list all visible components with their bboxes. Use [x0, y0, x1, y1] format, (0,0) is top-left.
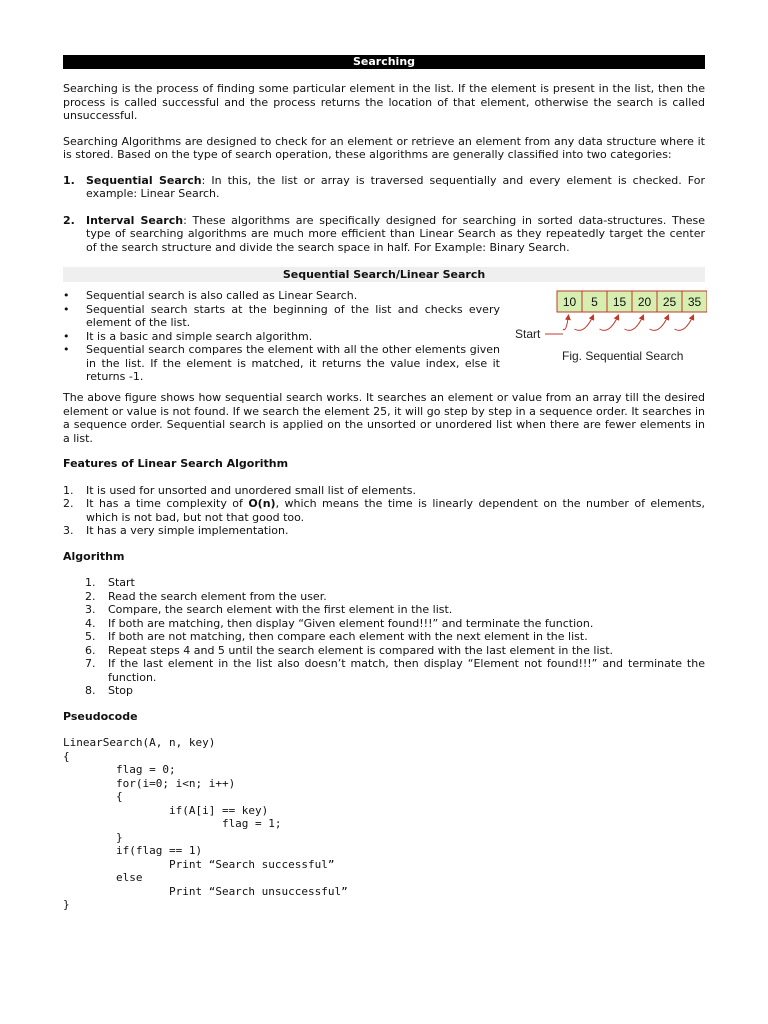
- intro-paragraph-1: Searching is the process of finding some particular element in the list. If the element is present in the list, then the process is called successful and the process returns the location of that element, otherwise the search is called unsuccessful.: [63, 82, 705, 122]
- feature-text: It has a time complexity of: [86, 497, 249, 510]
- bullet-item: • Sequential search starts at the beginning of the list and checks every element of the list.: [63, 303, 500, 330]
- category-term: Sequential Search: [86, 173, 202, 187]
- step-number: 8.: [85, 684, 96, 697]
- bullet-item: • It is a basic and simple search algorithm.: [63, 330, 500, 344]
- feature-number: 1.: [63, 483, 74, 497]
- step-text: Stop: [108, 684, 134, 697]
- figure-cell-value: 20: [637, 295, 652, 309]
- step-text: Compare, the search element with the first element in the list.: [108, 603, 453, 616]
- category-item-sequential: [63, 174, 705, 201]
- algorithm-step: [63, 630, 705, 644]
- feature-text-rest: , which means the time is linearly dependent on the number of elements, which is not bad, but not that good too.: [86, 497, 706, 524]
- step-number: 2.: [85, 589, 96, 603]
- step-number: 4.: [85, 616, 96, 630]
- figure-arrow: [563, 315, 569, 330]
- sequential-search-block: [63, 289, 705, 389]
- figure-cell-value: 5: [591, 295, 598, 309]
- algorithm-step: [63, 644, 705, 658]
- figure-arrow: [600, 315, 619, 330]
- figure-cell-value: 10: [562, 295, 577, 309]
- algorithm-step: [63, 576, 705, 590]
- features-heading: Features of Linear Search Algorithm: [63, 457, 289, 470]
- algorithm-heading: Algorithm: [63, 549, 125, 563]
- feature-text: It has a very simple implementation.: [86, 524, 289, 537]
- step-text: Start: [108, 576, 135, 589]
- feature-item: [63, 484, 705, 498]
- category-item-interval: [63, 214, 705, 255]
- pseudocode-heading: Pseudocode: [63, 709, 138, 723]
- step-text: Read the search element from the user.: [108, 589, 327, 603]
- algorithm-step: [63, 684, 705, 698]
- feature-item: [63, 497, 705, 524]
- feature-number: 2.: [63, 497, 74, 510]
- step-number: 6.: [85, 643, 96, 657]
- figure-description: The above figure shows how sequential search works. It searches an element or value from an array till the desired element or value is not found. If we search the element 25, it will go step by step in a sequence order. It searches in a sequence order. Sequential search is applied on the unsorted or unordered list when there are fewer elements in a list.: [63, 391, 705, 445]
- figure-caption: Fig. Sequential Search: [562, 349, 684, 363]
- figure-cell-value: 35: [687, 295, 702, 309]
- step-number: 3.: [85, 603, 96, 616]
- category-list: [63, 174, 705, 255]
- figure-cell-value: 15: [612, 295, 627, 309]
- algorithm-step: [63, 603, 705, 617]
- page-title: Searching: [63, 55, 705, 69]
- algorithm-list: [63, 576, 705, 698]
- figure-arrow: [650, 315, 669, 330]
- category-term: Interval Search: [86, 213, 184, 227]
- step-text: If the last element in the list also doesn’t match, then display “Element not found!!!” and terminate the function.: [108, 657, 705, 684]
- category-number: 1.: [63, 173, 75, 187]
- feature-complexity: O(n): [248, 497, 276, 510]
- pseudocode-block: LinearSearch(A, n, key) { flag = 0; for(i=0; i<n; i++) { if(A[i] == key) flag = 1; } if(flag == 1) Print “Search successful” else Print “Search unsuccessful” }: [63, 736, 348, 911]
- category-text: : In this, the list or array is traversed sequentially and every element is checked. For example: Linear Search.: [86, 173, 705, 200]
- features-list: [63, 484, 705, 538]
- algorithm-step: [63, 657, 705, 684]
- bullet-list: [63, 289, 500, 384]
- category-text: : These algorithms are specifically designed for searching in sorted data-structures. These type of searching algorithms are much more efficient than Linear Search as they repeatedly target the center of the search structure and divide the search space in half. For Example: Binary Search.: [86, 213, 706, 254]
- intro-paragraph-2: Searching Algorithms are designed to check for an element or retrieve an element from any data structure where it is stored. Based on the type of search operation, these algorithms are generally classified into two categories:: [63, 134, 705, 161]
- figure-cell-value: 25: [662, 295, 677, 309]
- step-text: Repeat steps 4 and 5 until the search element is compared with the last element in the list.: [108, 643, 614, 657]
- category-number: 2.: [63, 213, 75, 227]
- step-text: If both are not matching, then compare each element with the next element in the list.: [108, 630, 588, 643]
- sequential-search-figure: [515, 289, 707, 369]
- document-content: [63, 55, 705, 912]
- step-number: 7.: [85, 657, 96, 670]
- feature-item: [63, 524, 705, 538]
- feature-text: It is used for unsorted and unordered small list of elements.: [86, 483, 416, 497]
- figure-arrow: [675, 315, 694, 330]
- bullet-item: • Sequential search is also called as Linear Search.: [63, 289, 500, 303]
- step-number: 1.: [85, 576, 96, 589]
- step-number: 5.: [85, 630, 96, 643]
- algorithm-step: [63, 590, 705, 604]
- step-text: If both are matching, then display “Given element found!!!” and terminate the function.: [108, 616, 594, 630]
- section-title: Sequential Search/Linear Search: [63, 267, 705, 282]
- bullet-item: • Sequential search compares the element with all the other elements given in the list. If the element is matched, it returns the value index, else it returns -1.: [63, 343, 500, 384]
- figure-arrow: [575, 315, 594, 330]
- figure-arrow: [625, 315, 644, 330]
- algorithm-step: [63, 617, 705, 631]
- figure-start-label: Start: [515, 327, 541, 341]
- feature-number: 3.: [63, 524, 74, 537]
